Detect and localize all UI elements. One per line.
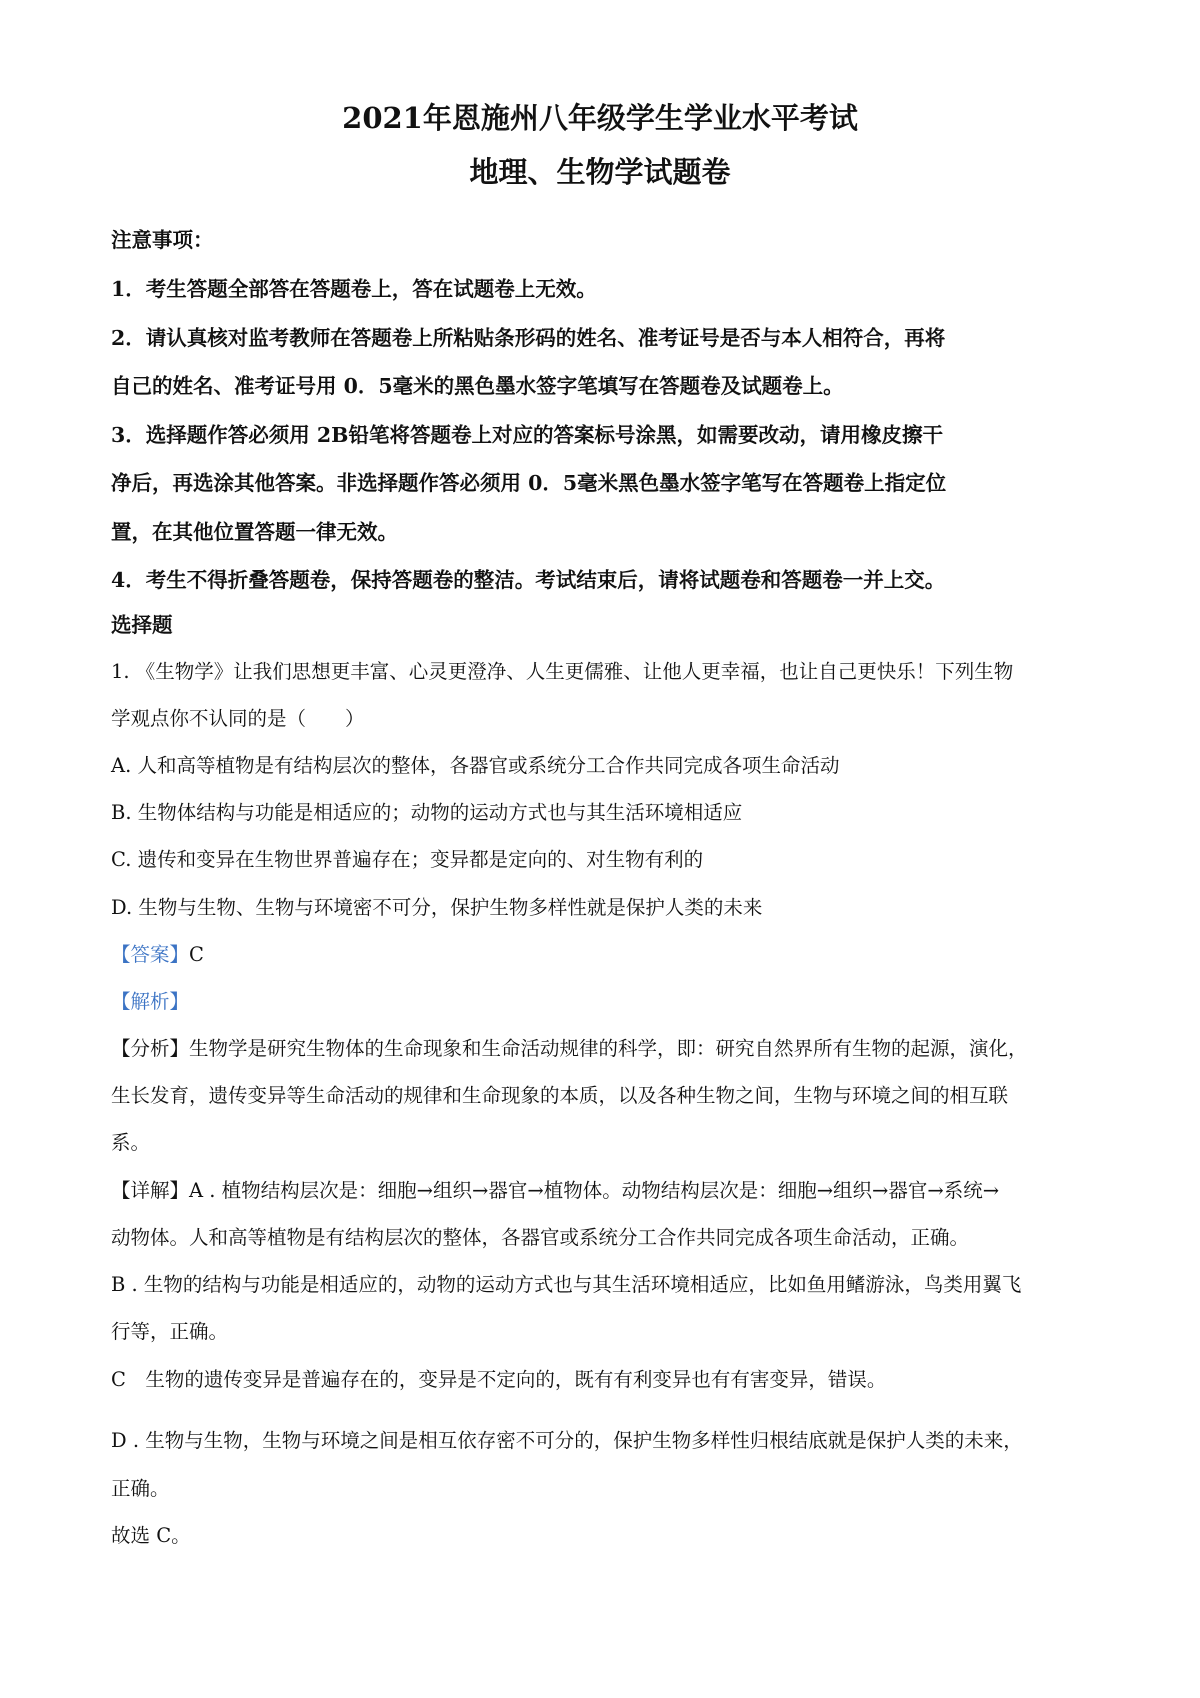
detail-line: B . 生物的结构与功能是相适应的，动物的运动方式也与其生活环境相适应，比如鱼用鳍游泳，鸟类用翼飞	[111, 1273, 1022, 1296]
exam-subtitle: 地理、生物学试题卷	[469, 155, 731, 189]
analysis-line: 【分析】生物学是研究生物体的生命现象和生命活动规律的科学，即：研究自然界所有生物的起源，演化，	[111, 1037, 1028, 1060]
option-c: C. 遗传和变异在生物世界普遍存在；变异都是定向的、对生物有利的	[111, 848, 704, 871]
question-stem: 学观点你不认同的是（ ）	[111, 707, 365, 730]
answer-line	[111, 942, 204, 968]
option-a: A. 人和高等植物是有结构层次的整体，各器官或系统分工合作共同完成各项生命活动	[111, 754, 840, 777]
detail-line: D . 生物与生物，生物与环境之间是相互依存密不可分的，保护生物多样性归根结底就是保护人类的未来，	[111, 1429, 1023, 1452]
notice-line: 净后，再选涂其他答案。非选择题作答必须用 0．5毫米黑色墨水签字笔写在答题卷上指定位	[111, 471, 947, 495]
answer-value: C	[189, 943, 204, 966]
notice-line: 1．考生答题全部答在答题卷上，答在试题卷上无效。	[111, 277, 597, 301]
detail-line: 【详解】A . 植物结构层次是：细胞→组织→器官→植物体。动物结构层次是：细胞→组织→器官→系统→	[111, 1179, 1000, 1202]
notice-heading: 注意事项：	[111, 228, 214, 252]
notice-line: 3．选择题作答必须用 2B铅笔将答题卷上对应的答案标号涂黑，如需要改动，请用橡皮擦干	[111, 423, 943, 447]
notice-line: 置，在其他位置答题一律无效。	[111, 520, 398, 544]
option-d: D. 生物与生物、生物与环境密不可分，保护生物多样性就是保护人类的未来	[111, 896, 763, 919]
analysis-line: 生长发育，遗传变异等生命活动的规律和生命现象的本质，以及各种生物之间，生物与环境之间的相互联	[111, 1084, 1009, 1107]
detail-line: 故选 C。	[111, 1524, 191, 1547]
analysis-line: 系。	[111, 1131, 151, 1154]
answer-tag: 【答案】	[111, 943, 190, 966]
notice-line: 4．考生不得折叠答题卷，保持答题卷的整洁。考试结束后，请将试题卷和答题卷一并上交。	[111, 568, 946, 592]
analysis-tag: 【解析】	[111, 990, 190, 1013]
question-stem: 1. 《生物学》让我们思想更丰富、心灵更澄净、人生更儒雅、让他人更幸福，也让自己更快乐！下列生物	[111, 660, 1014, 683]
detail-line: 动物体。人和高等植物是有结构层次的整体，各器官或系统分工合作共同完成各项生命活动，正确。	[111, 1226, 970, 1249]
section-heading: 选择题	[111, 613, 173, 637]
option-b: B. 生物体结构与功能是相适应的；动物的运动方式也与其生活环境相适应	[111, 801, 743, 824]
notice-line: 自己的姓名、准考证号用 0．5毫米的黑色墨水签字笔填写在答题卷及试题卷上。	[111, 374, 844, 398]
exam-title: 2021年恩施州八年级学生学业水平考试	[342, 101, 858, 135]
detail-line: 行等，正确。	[111, 1320, 229, 1343]
detail-line: 正确。	[111, 1477, 170, 1500]
detail-line: C 生物的遗传变异是普遍存在的，变异是不定向的，既有有利变异也有有害变异，错误。	[111, 1368, 887, 1391]
notice-line: 2．请认真核对监考教师在答题卷上所粘贴条形码的姓名、准考证号是否与本人相符合，再将	[111, 326, 946, 350]
